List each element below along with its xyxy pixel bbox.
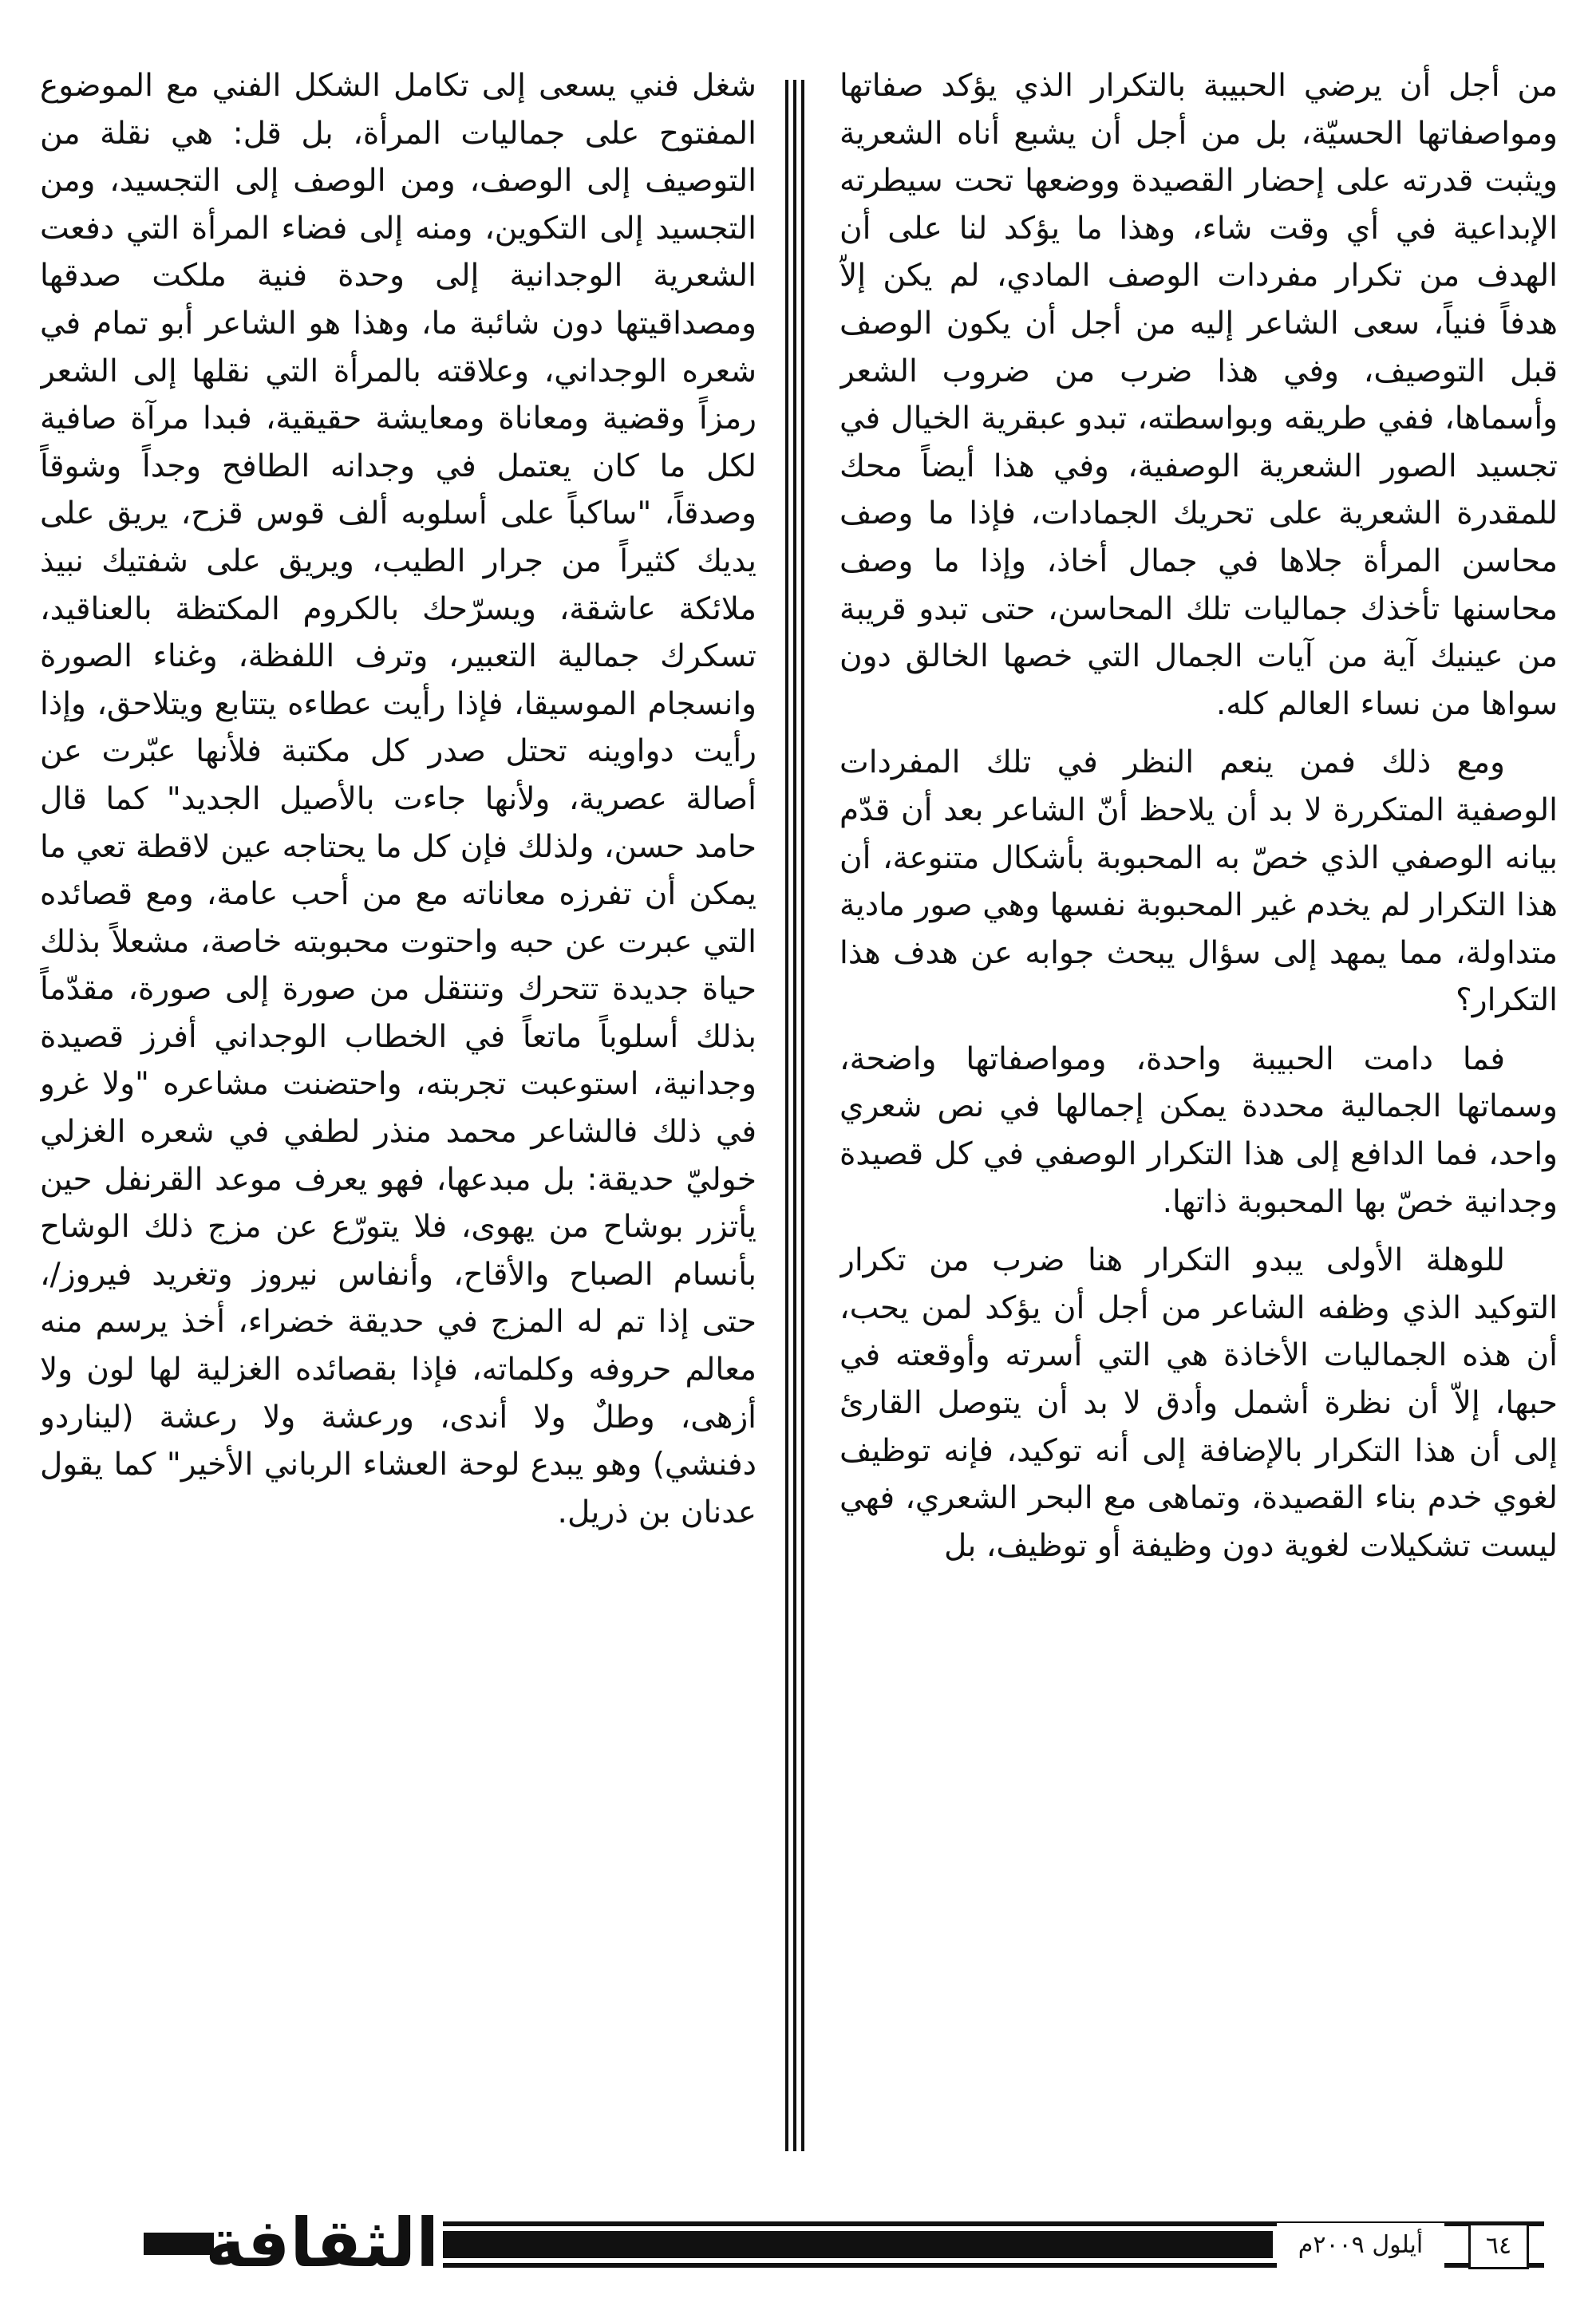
paragraph: للوهلة الأولى يبدو التكرار هنا ضرب من تكرار التوكيد الذي وظفه الشاعر من أجل أن يؤكد لمن يحب، أن هذه الجماليات الأخاذة هي التي أسرته وأوقعته في حبها، إلاّ أن نظرة أشمل وأدق لا بد أن يتوصل القارئ إلى أن هذا التكرار بالإضافة إلى أنه توكيد، فإنه توظيف لغوي خدم بناء القصيدة، وتماهى مع البحر الشعري، فهي ليست تشكيلات لغوية دون وظيفة أو توظيف، بل	[839, 1242, 1558, 1564]
footer-bar-left	[144, 2233, 214, 2255]
column-divider	[785, 80, 804, 2151]
page-number: ٦٤	[1468, 2223, 1529, 2269]
page-footer	[144, 2199, 1572, 2287]
issue-date: أيلول ٢٠٠٩م	[1277, 2223, 1444, 2268]
left-text-column	[40, 62, 757, 2153]
footer-bar-thick	[443, 2231, 1273, 2258]
magazine-masthead: الثقافة	[205, 2204, 439, 2282]
paragraph: فما دامت الحبيبة واحدة، ومواصفاتها واضحة، وسماتها الجمالية محددة يمكن إجمالها في نص شعري واحد، فما الدافع إلى هذا التكرار الوصفي في كل قصيدة وجدانية خصّ بها المحبوبة ذاتها.	[839, 1041, 1558, 1220]
paragraph: من أجل أن يرضي الحبيبة بالتكرار الذي يؤكد صفاتها ومواصفاتها الحسيّة، بل من أجل أن يشبع أناه الشعرية ويثبت قدرته على إحضار القصيدة ووضعها تحت سيطرته الإبداعية في أي وقت شاء، وهذا ما يؤكد لنا على أن الهدف من تكرار مفردات الوصف المادي، لم يكن إلاّ هدفاً فنياً، سعى الشاعر إليه من أجل أن يكون الوصف قبل التوصيف، وفي هذا ضرب من ضروب الشعر وأسماها، ففي طريقه وبواسطته، تبدو عبقرية الخيال في تجسيد الصور الشعرية الوصفية، وفي هذا أيضاً محك للمقدرة الشعرية على تحريك الجمادات، فإذا ما وصف محاسن المرأة جلاها في جمال أخاذ، وإذا ما وصف محاسنها تأخذك جماليات تلك المحاسن، حتى تبدو قريبة من عينيك آية من آيات الجمال التي خصها الخالق دون سواها من نساء العالم كله.	[839, 68, 1558, 722]
right-text-column	[839, 62, 1558, 2153]
paragraph: ومع ذلك فمن ينعم النظر في تلك المفردات الوصفية المتكررة لا بد أن يلاحظ أنّ الشاعر بعد أن قدّم بيانه الوصفي الذي خصّ به المحبوبة بأشكال متنوعة، أن هذا التكرار لم يخدم غير المحبوبة نفسها وهي صور مادية متداولة، مما يمهد إلى سؤال يبحث جوابه عن هدف هذا التكرار؟	[839, 744, 1558, 1019]
paragraph: شغل فني يسعى إلى تكامل الشكل الفني مع الموضوع المفتوح على جماليات المرأة، بل قل: هي نقلة من التوصيف إلى الوصف، ومن الوصف إلى التجسيد، ومن التجسيد إلى التكوين، ومنه إلى فضاء المرأة التي دفعت الشعرية الوجدانية إلى وحدة فنية ملكت صدقها ومصداقيتها دون شائبة ما، وهذا هو الشاعر أبو تمام في شعره الوجداني، وعلاقته بالمرأة التي نقلها إلى الشعر رمزاً وقضية ومعاناة ومعايشة حقيقية، فبدا مرآة صافية لكل ما كان يعتمل في وجدانه الطافح وجداً وشوقاً وصدقاً، "ساكباً على أسلوبه ألف قوس قزح، يريق على يديك كثيراً من جرار الطيب، ويريق على شفتيك نبيذ ملائكة عاشقة، ويسرّحك بالكروم المكتظة بالعناقيد، تسكرك جمالية التعبير، وترف اللفظة، وغناء الصورة وانسجام الموسيقا، فإذا رأيت عطاءه يتتابع ويتلاحق، وإذا رأيت دواوينه تحتل صدر كل مكتبة فلأنها عبّرت عن أصالة عصرية، ولأنها جاءت بالأصيل الجديد" كما قال حامد حسن، ولذلك فإن كل ما يحتاجه عين لاقطة تعي ما يمكن أن تفرزه معاناته مع من أحب عامة، ومع قصائده التي عبرت عن حبه واحتوت محبوبته خاصة، مشعلاً بذلك حياة جديدة تتحرك وتنتقل من صورة إلى صورة، مقدّماً بذلك أسلوباً ماتعاً في الخطاب الوجداني أفرز قصيدة وجدانية، استوعبت تجربته، واحتضنت مشاعره "ولا غرو في ذلك فالشاعر محمد منذر لطفي في شعره الغزلي خوليّ حديقة: بل مبدعها، فهو يعرف موعد القرنفل حين يأتزر بوشاح من يهوى، فلا يتورّع عن مزج ذلك الوشاح بأنسام الصباح والأقاح، وأنفاس نيروز وتغريد فيروز/، حتى إذا تم له المزج في حديقة خضراء، أخذ يرسم منه معالم حروفه وكلماته، فإذا بقصائده الغزلية لها لون ولا أزهى، وطلٌ ولا أندى، ورعشة ولا رعشة (ليناردو دفنشي) وهو يبدع لوحة العشاء الرباني الأخير" كما يقول عدنان بن ذريل.	[40, 68, 757, 1530]
